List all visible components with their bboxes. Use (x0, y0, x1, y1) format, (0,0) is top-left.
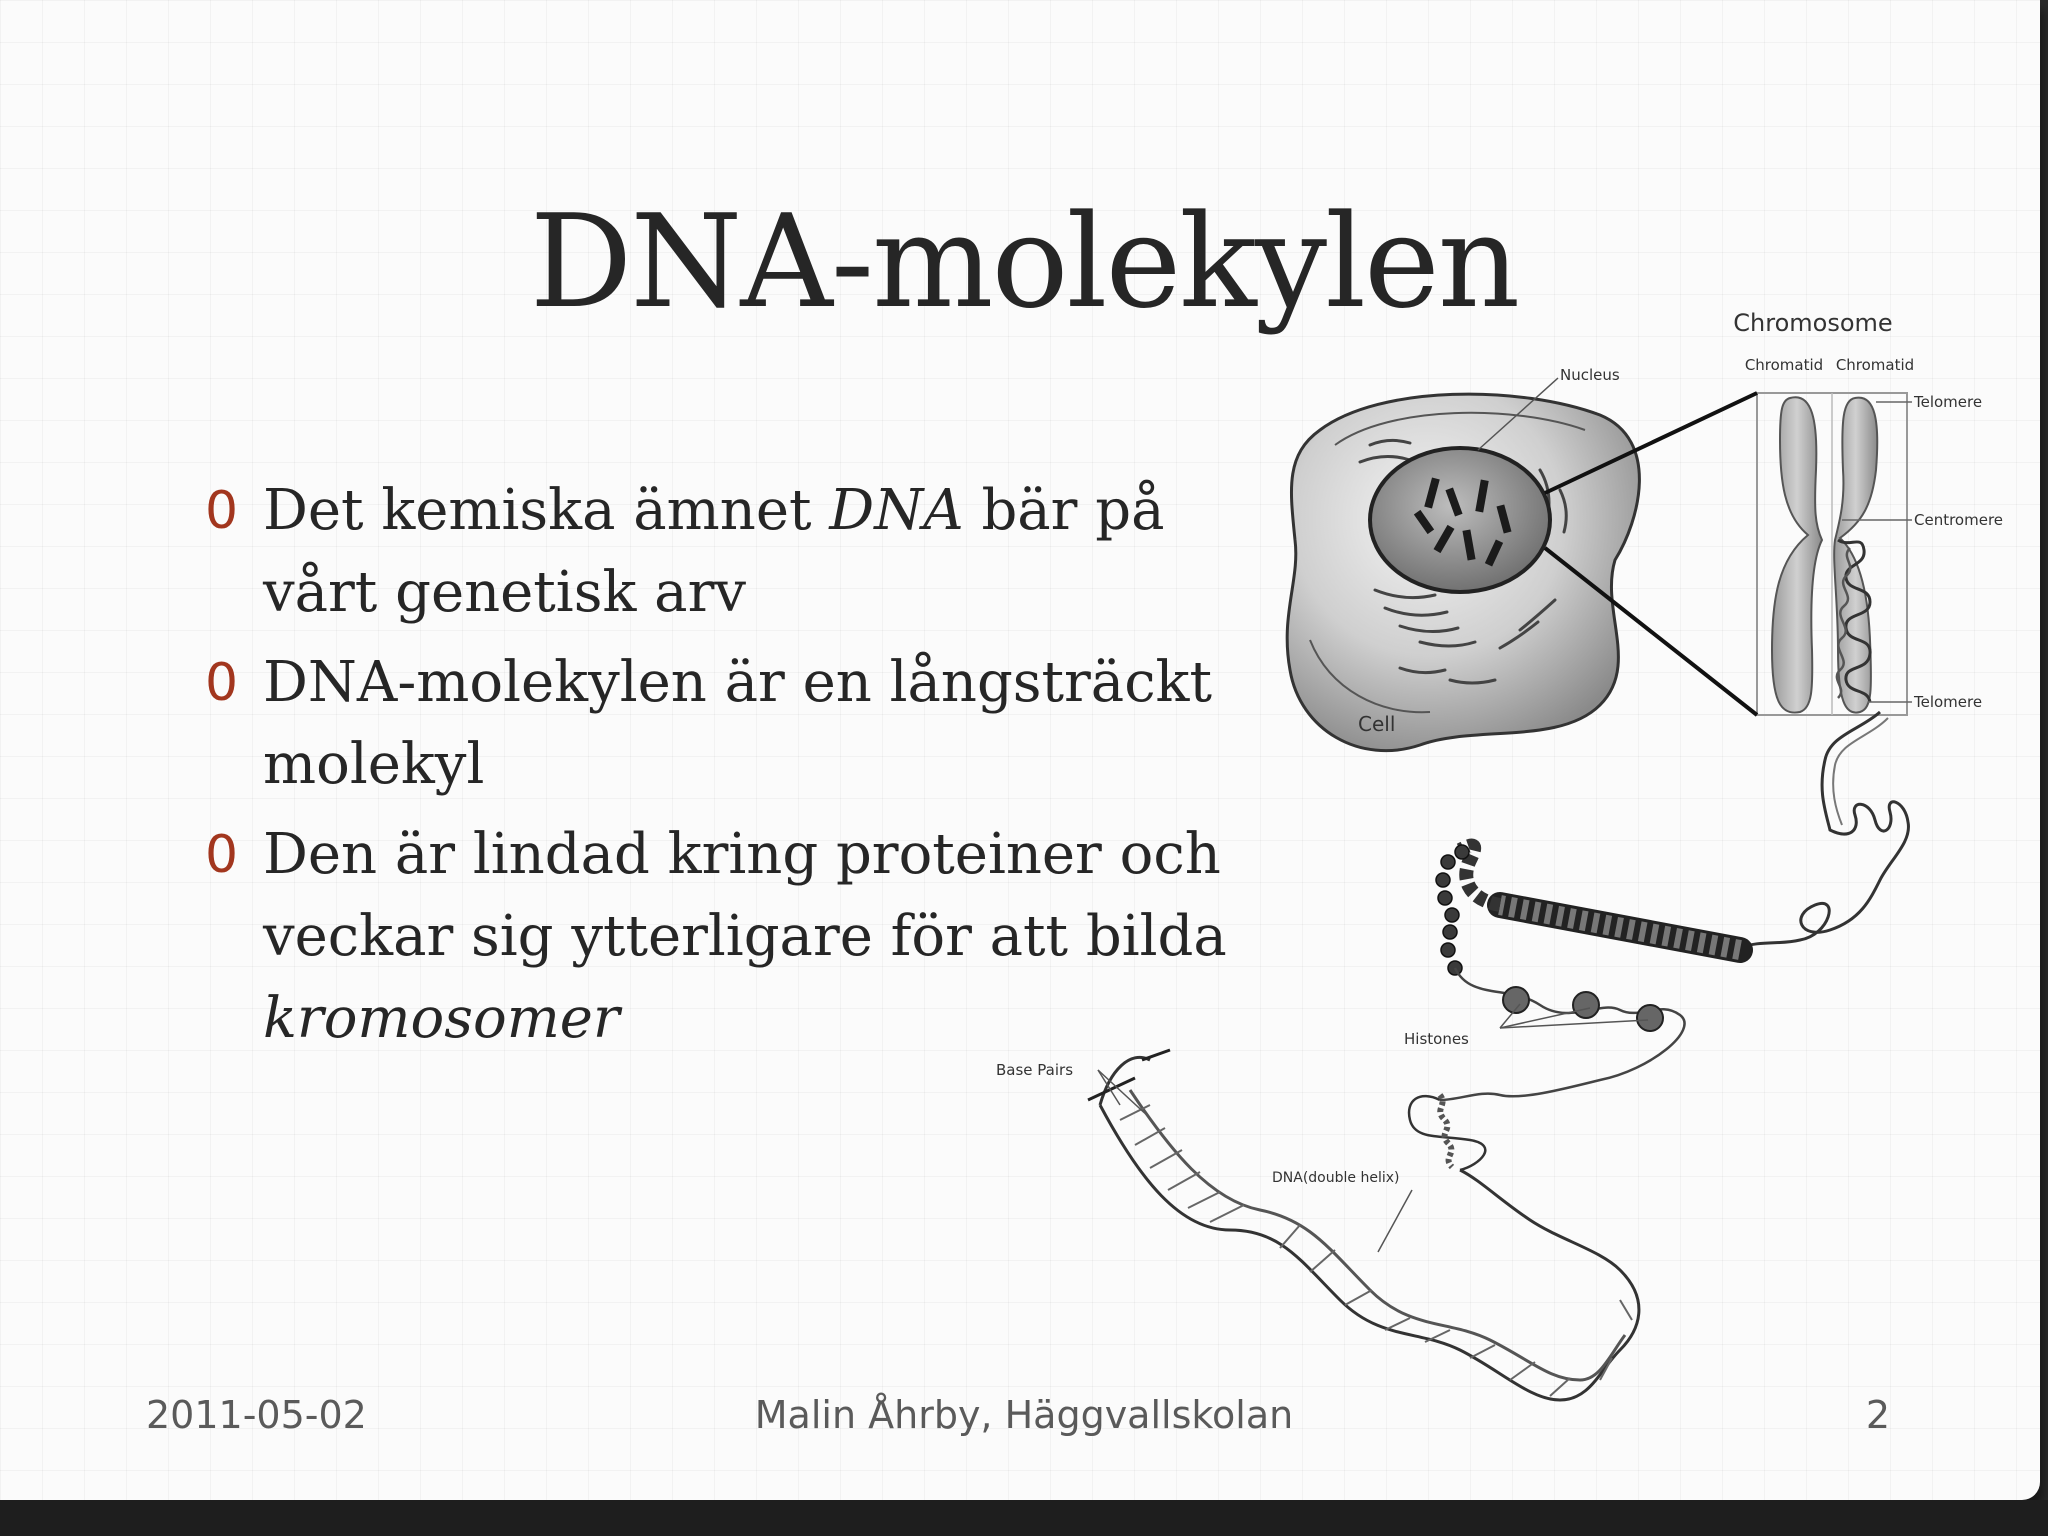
slide-shadow-edge (0, 1500, 2048, 1536)
label-chromatid-right: Chromatid (1835, 356, 1915, 374)
bullet-text-end: bär på vårt genetisk arv (263, 478, 1165, 625)
footer-author: Malin Åhrby, Häggvallskolan (754, 1393, 1294, 1437)
label-telomere-top: Telomere (1914, 393, 1983, 411)
bullet-marker: 0 (205, 653, 239, 713)
bullet-text: DNA-molekylen är en långsträckt molekyl (263, 650, 1212, 797)
label-telomere-bottom: Telomere (1914, 693, 1983, 711)
bullet-text: Den är lindad kring proteiner och veckar sig ytterligare för att bilda (263, 822, 1227, 969)
label-cell: Cell (1358, 712, 1396, 736)
bullet-emphasis: kromosomer (263, 986, 620, 1051)
label-base-pairs: Base Pairs (996, 1061, 1074, 1079)
label-nucleus: Nucleus (1560, 366, 1620, 384)
bullet-emphasis: DNA (829, 478, 964, 543)
footer-date: 2011-05-02 (146, 1393, 367, 1437)
dna-double-helix (1088, 1050, 1639, 1400)
solenoid-coil (1436, 845, 1740, 1100)
nucleus-shape (1370, 448, 1550, 592)
bullet-marker: 0 (205, 481, 239, 541)
footer-page-number: 2 (1865, 1393, 1890, 1437)
dna-strand (1409, 1095, 1485, 1170)
label-centromere: Centromere (1914, 511, 2004, 529)
slide-title: DNA-molekylen (529, 188, 1519, 337)
chromatin-fiber (1740, 712, 1908, 948)
bullet-text: Det kemiska ämnet (263, 478, 830, 543)
label-dna-double-helix: DNA(double helix) (1272, 1170, 1400, 1186)
label-chromatid-left: Chromatid (1744, 356, 1824, 374)
chromosome-shape (1772, 397, 1912, 712)
bullet-marker: 0 (205, 825, 239, 885)
label-chromosome: Chromosome (1733, 309, 1893, 337)
label-histones: Histones (1404, 1030, 1469, 1048)
